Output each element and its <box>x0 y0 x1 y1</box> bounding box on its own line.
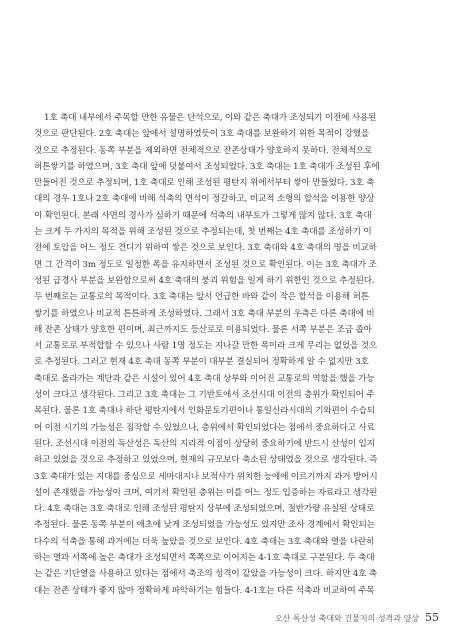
text-line: 해 잔존 상태가 양호한 편이며, 최근까지도 등산로로 이용되었다. 물론 서쪽 부분은 조금 좁아 <box>34 324 372 335</box>
text-line: 만들어진 것으로 추정되며, 1호 축대로 인해 조성된 평탄지 위에서부터 쌓아 만들었다. 3호 축 <box>34 178 375 189</box>
text-line: 는 크게 두 가지의 목적을 위해 조성된 것으로 추정되는데, 첫 번째는 4호 축대를 조성하기 이 <box>34 227 372 238</box>
text-line: 된다. 조선시대 이전의 독산성은 독산의 지리적 이점이 상당히 중요하기에 반드시 산성이 입지 <box>34 438 375 449</box>
body-paragraph <box>34 110 438 599</box>
text-line: 하고 있었을 것으로 추정하고 있었으며, 현재의 규모보다 축소된 상태였을 것으로 생각된다. 즉 <box>34 455 378 466</box>
text-line: 이 확인된다. 본래 사면의 경사가 심하기 때문에 석축의 내부토가 그렇게 많지 않다. 3호 축대 <box>34 210 372 221</box>
text-line: 추정된다. 물론 동쪽 부분이 애초에 낮게 조성되었을 가능성도 있지만 조사 경계에서 확인되는 <box>34 520 375 531</box>
text-line: 쌓기를 하였으나 비교적 튼튼하게 조성하였다. 그래서 3호 축대 부분의 우측은 다른 축대에 비 <box>34 308 375 319</box>
text-line: 목된다. 물론 1호 축대나 하단 평탄지에서 인화문토기편이나 통일신라시대의 기와편이 수습되 <box>34 406 375 417</box>
text-line: 다수의 석축을 통해 과거에는 더욱 높았을 것으로 보인다. 4호 축대는 3호 축대와 열을 나란히 <box>34 536 375 547</box>
text-line: 어 이전 시기의 가능성은 짐작할 수 있었으나, 층위에서 확인되었다는 점에서 중요하다고 사료 <box>34 422 375 433</box>
text-line: 서 교통로로 부적합할 수 있으나 사람 1명 정도는 지나갈 만한 폭이라 크게 무리는 없었을 것으 <box>34 341 378 352</box>
text-line: 1호 축대 내부에서 주목할 만한 유물은 단석으로, 이와 같은 축대가 조성되기 이전에 사용된 <box>44 113 377 123</box>
text-line: 면 그 간격이 3m 정도로 일정한 폭을 유지하면서 조성된 것으로 확인된다. 이는 3호 축대가 조 <box>34 259 377 270</box>
text-line: 전에 토압을 어느 정도 견디기 위하여 쌓은 것으로 보인다. 3호 축대와 4호 축대의 명을 비교하 <box>34 243 377 254</box>
text-line: 설이 존재했을 가능성이 크며, 여기서 확인된 층위는 이를 어느 정도 입증하는 자료라고 생각된 <box>34 487 378 498</box>
text-line: 대는 잔존 상태가 좋지 않아 정확하게 파악하기는 힘들다. 4-1호는 다른 석축과 비교하여 주목 <box>34 585 375 596</box>
text-line: 성된 급경사 부분을 보완함으로써 4호 축대의 붕괴 위험을 일게 하기 위한인 것으로 추정된다. <box>34 275 375 286</box>
text-line: 대의 경우 1호나 2호 축대에 비해 석축의 면석이 정갈하고, 비교적 소형의 할석을 이용한 양상 <box>34 194 375 205</box>
text-line: 축대로 올라가는 계단과 같은 시설이 있어 4호 축대 상부와 이어진 교통로의 역할을 했을 가능 <box>34 373 375 384</box>
text-line: 하는 열과 서쪽에 높은 축대가 조성되면서 쪽쪽으로 이어지는 4-1호 축대로 구분된다. 두 축대 <box>34 553 375 564</box>
text-line: 는 같은 기단열을 사용하고 있다는 점에서 축조의 성격이 같았을 가능성이 크다. 하지만 4호 축 <box>34 569 378 580</box>
text-line: 것으로 판단된다. 2호 축대는 앞에서 설명하였듯이 3호 축대를 보완하기 위한 목적이 강했을 <box>34 129 370 140</box>
text-line: 것으로 추정된다. 동쪽 부분을 제외하면 전체적으로 잔존상태가 양호하지 못하다. 전체적으로 <box>34 145 373 156</box>
text-line: 로 추정된다. 그러고 현재 4호 축대 동쪽 부분이 대부분 결실되어 정확하게 알 수 없지만 3호 <box>34 357 369 368</box>
text-line: 다. 4호 축대는 3호 축대로 인해 조성된 평탄지 상부에 조성되었으며, 절반가량 유실된 상태로 <box>34 504 375 515</box>
text-line: 허튼쌓기를 하였으며, 3호 축대 앞에 덧붙여서 조성되었다. 3호 축대는 1호 축대가 조성된 후에 <box>34 161 380 172</box>
text-line: 3호 축대가 있는 지대를 중심으로 세마대지나 보적사가 위치한 능에에 이르기까지 과거 방어시 <box>34 471 378 482</box>
page-footer <box>275 611 439 624</box>
page-number: 55 <box>425 611 439 624</box>
text-line: 두 번째로는 교통로의 목적이다. 3호 축대는 앞서 언급한 바와 같이 작은 할석을 이용해 허튼 <box>34 292 369 303</box>
running-title: 오산 독산성 축대와 건물지의 성격과 양상 <box>274 614 419 623</box>
text-line: 성이 크다고 생각된다. 그리고 3호 축대는 그 기반토에서 조선시대 이전의 층위가 확인되어 주 <box>34 390 375 401</box>
